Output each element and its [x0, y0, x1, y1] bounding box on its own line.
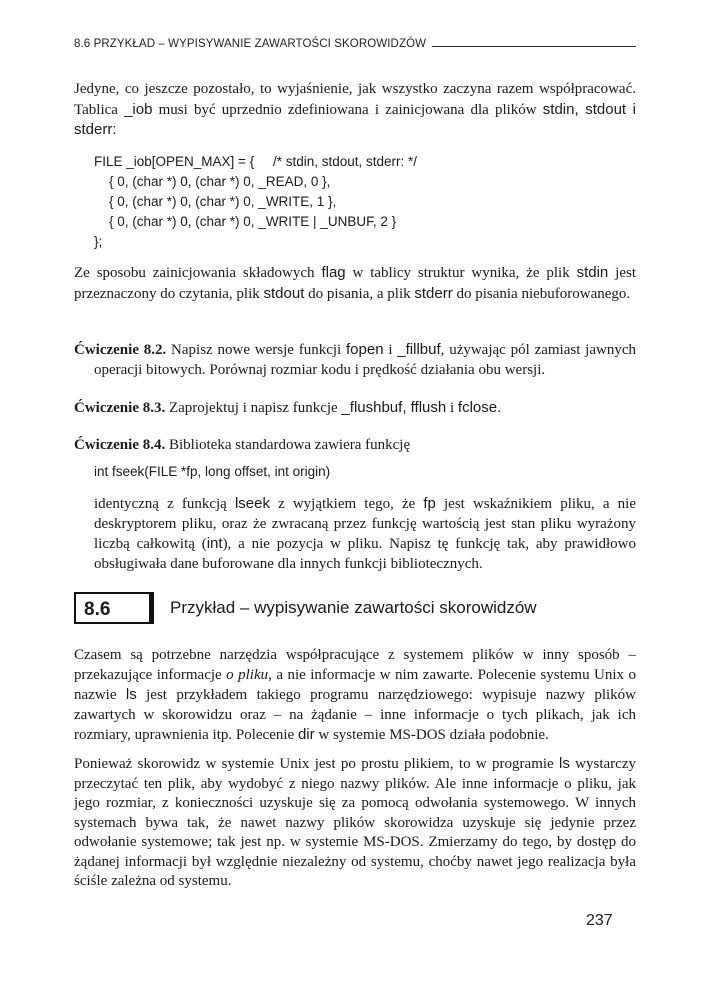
- exercise-label: Ćwiczenie 8.2.: [74, 342, 167, 358]
- exercise-label: Ćwiczenie 8.4.: [74, 437, 166, 453]
- code-std-streams: stdin, stdout i stderr:: [74, 100, 636, 138]
- code-line: { 0, (char *) 0, (char *) 0, _READ, 0 },: [94, 174, 331, 189]
- exercise-8-4: Ćwiczenie 8.4. Biblioteka standardowa zawiera funkcję: [74, 437, 411, 453]
- code-block-iob: [94, 152, 656, 252]
- code-line: };: [94, 234, 103, 249]
- section-paragraph-1: Czasem są potrzebne narzędzia współpracujące z systemem plików w inny sposób – przekazujące informacje o pliku, a nie informacje w nim zawarte. Polecenie systemu Unix o nazwie ls jest przykładem takiego programu narzędziowego: wypisuje nazwy plików zawartych w skorowidzu oraz – na żądanie – inne informacje o tych plikach, jak ich rozmiary, uprawnienia itp. Polecenie dir w systemie MS-DOS działa podobnie.: [74, 647, 637, 743]
- section-title: Przykład – wypisywanie zawartości skorowidzów: [170, 598, 537, 617]
- page-number: 237: [586, 912, 613, 929]
- code-iob: _iob: [124, 100, 153, 118]
- section-heading: [74, 592, 636, 628]
- section-paragraph-2: Ponieważ skorowidz w systemie Unix jest po prostu plikiem, to w programie ls wystarczy przeczytać ten plik, aby wydobyć z niego nazwy plików. Ale inne informacje o pliku, jak jego rozmiar, z konieczności uzyskuje się za pomocą odwołania systemowego. W innych systemach bywa tak, że nawet nazwy plików skorowidza uzyskuje się jedynie przez odwołanie systemowe; tak jest np. w systemie MS-DOS. Zmierzamy do tego, by dostęp do żądanej informacji był względnie niezależny od systemu, choćby nawet jego realizacja była ściśle zależna od systemu.: [74, 755, 636, 889]
- running-head: [74, 38, 636, 50]
- code-line: { 0, (char *) 0, (char *) 0, _WRITE | _UNBUF, 2 }: [94, 214, 397, 229]
- flags-paragraph: Ze sposobu zainicjowania składowych flag w tablicy struktur wynika, że plik stdin jest przeznaczony do czytania, plik stdout do pisania, a plik stderr do pisania niebuforowanego.: [74, 264, 636, 302]
- exercise-8-2: Ćwiczenie 8.2. Napisz nowe wersje funkcji fopen i _fillbuf, używając pól zamiast jawnych operacji bitowych. Porównaj rozmiar kodu i prędkość działania obu wersji.: [74, 341, 636, 378]
- intro-paragraph: Jedyne, co jeszcze pozostało, to wyjaśnienie, jak wszystko zaczyna razem współpracować. Tablica _iob musi być uprzednio zdefiniowana i zainicjowana dla plików stdin, stdout i stderr:: [74, 81, 636, 138]
- exercise-label: Ćwiczenie 8.3.: [74, 400, 166, 416]
- exercise-8-3: Ćwiczenie 8.3. Zaprojektuj i napisz funkcje _flushbuf, fflush i fclose.: [74, 399, 502, 416]
- running-head-text: 8.6 PRZYKŁAD – WYPISYWANIE ZAWARTOŚCI SKOROWIDZÓW: [74, 38, 427, 50]
- code-line: FILE _iob[OPEN_MAX] = { /* stdin, stdout, stderr: */: [94, 154, 418, 169]
- section-number: 8.6: [74, 592, 154, 624]
- code-line: { 0, (char *) 0, (char *) 0, _WRITE, 1 },: [94, 194, 337, 209]
- exercise-8-4-body: identyczną z funkcją lseek z wyjątkiem tego, że fp jest wskaźnikiem pliku, a nie deskryptorem pliku, oraz że zwracaną przez funkcję wartością jest stan pliku wyrażony liczbą całkowitą (int), a nie pozycja w pliku. Napisz tę funkcję tak, aby prawidłowo obsługiwała dane buforowane dla innych funkcji bibliotecznych.: [94, 495, 636, 572]
- code-fseek-signature: int fseek(FILE *fp, long offset, int origin): [94, 464, 331, 479]
- running-head-rule: [432, 46, 636, 47]
